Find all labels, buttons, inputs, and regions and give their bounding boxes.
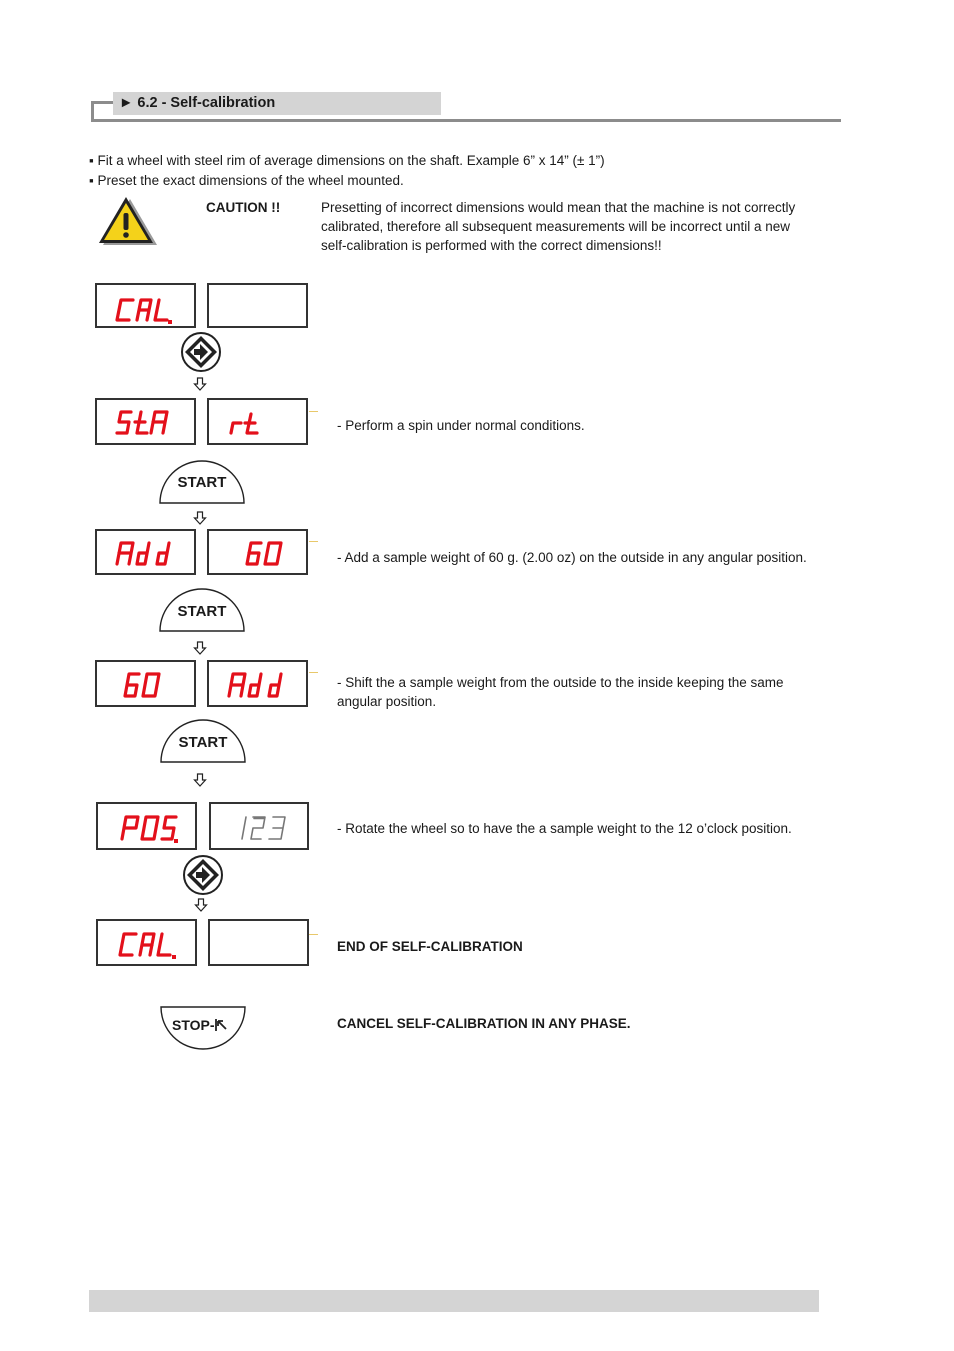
display-left-60-glyphs (97, 662, 198, 709)
down-arrow-icon (193, 511, 207, 525)
display-left-add (95, 529, 196, 575)
pointer-tick (309, 672, 318, 673)
display-left-60 (95, 660, 196, 707)
display-left-cal-end-glyphs (98, 921, 199, 968)
step-3-description: - Add a sample weight of 60 g. (2.00 oz) on the outside in any angular position. (337, 550, 807, 565)
section-title (119, 95, 275, 111)
display-left-cal (95, 283, 196, 328)
display-left-sta-glyphs (97, 400, 198, 447)
display-right-blank-end (208, 919, 309, 966)
header-rule (91, 119, 841, 122)
display-right-blank (207, 283, 308, 328)
caution-label: CAUTION !! (206, 200, 281, 215)
warning-icon (97, 195, 159, 247)
intro-bullet-1: ▪ Fit a wheel with steel rim of average dimensions on the shaft. Example 6” x 14” (± 1”) (89, 153, 605, 168)
display-right-60 (207, 529, 308, 575)
display-right-123 (209, 802, 309, 850)
stop-button-label-wrap (172, 1017, 229, 1033)
display-left-pos-glyphs (98, 804, 199, 852)
section-title-text: 6.2 - Self-calibration (137, 95, 276, 111)
down-arrow-icon (193, 641, 207, 655)
display-right-add (207, 660, 308, 707)
down-arrow-icon (193, 377, 207, 391)
header-frame-top (91, 101, 115, 104)
display-right-add-glyphs (209, 662, 310, 709)
stop-button-label: STOP- (172, 1017, 215, 1033)
display-left-sta (95, 398, 196, 445)
pointer-tick (309, 411, 318, 412)
start-button-label: START (177, 603, 227, 620)
display-left-pos (96, 802, 197, 850)
reset-arrow-icon (215, 1018, 229, 1032)
caution-line-3: self-calibration is performed with the correct dimensions!! (321, 238, 662, 253)
down-arrow-icon (193, 773, 207, 787)
pointer-tick (309, 934, 318, 935)
display-right-rt (207, 398, 308, 445)
intro-bullet-2: ▪ Preset the exact dimensions of the wheel mounted. (89, 173, 404, 188)
display-left-cal-glyphs (97, 285, 198, 330)
start-button-label: START (177, 474, 227, 491)
section-marker: ► (119, 95, 134, 111)
step-2-description: - Perform a spin under normal conditions. (337, 418, 585, 433)
caution-line-1: Presetting of incorrect dimensions would mean that the machine is not correctly (321, 200, 796, 215)
caution-line-2: calibrated, therefore all subsequent measurements will be incorrect until a new (321, 219, 790, 234)
step-5-description: - Rotate the wheel so to have the a sample weight to the 12 o’clock position. (337, 821, 792, 836)
display-right-123-glyphs (211, 804, 311, 852)
display-left-cal-end (96, 919, 197, 966)
cancel-note: CANCEL SELF-CALIBRATION IN ANY PHASE. (337, 1016, 631, 1031)
step-4-description-1: - Shift the a sample weight from the outside to the inside keeping the same (337, 675, 784, 690)
footer-bar (89, 1290, 819, 1312)
step-6-description: END OF SELF-CALIBRATION (337, 939, 523, 954)
display-right-rt-glyphs (209, 400, 310, 447)
enter-icon[interactable] (180, 331, 222, 373)
display-right-60-glyphs (209, 531, 310, 577)
enter-icon[interactable] (182, 854, 224, 896)
pointer-tick (309, 541, 318, 542)
step-4-description-2: angular position. (337, 694, 437, 709)
display-left-add-glyphs (97, 531, 198, 577)
start-button-label: START (178, 734, 228, 751)
down-arrow-icon (194, 898, 208, 912)
